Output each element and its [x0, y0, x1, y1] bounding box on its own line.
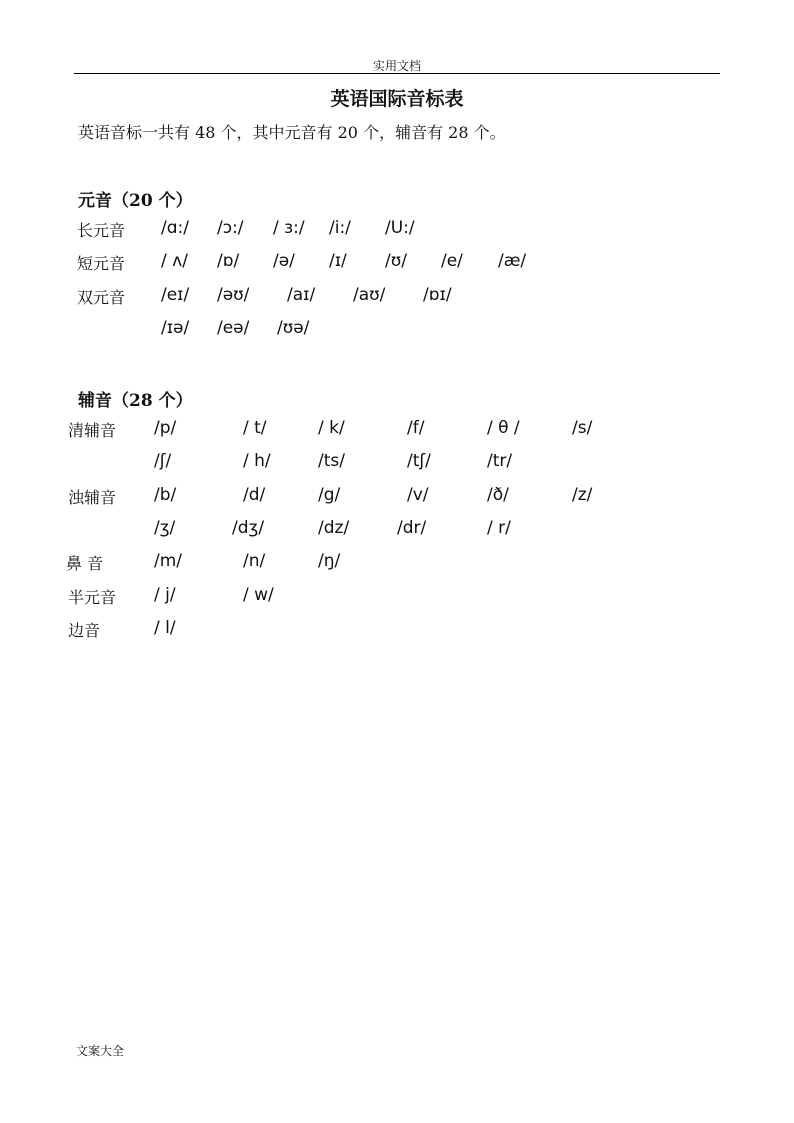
vowel-category-label: 短元音 — [77, 254, 126, 273]
phonetic-symbol: /ɪə/ — [161, 318, 190, 338]
phonetic-symbol: /g/ — [318, 485, 341, 505]
phonetic-symbol: / t/ — [243, 418, 267, 438]
phonetic-symbol: /ʒ/ — [154, 518, 176, 538]
consonant-row — [0, 485, 794, 511]
vowel-row — [0, 318, 794, 344]
consonant-category-label: 清辅音 — [68, 421, 117, 440]
phonetic-symbol: /ð/ — [487, 485, 509, 505]
phonetic-symbol: /ŋ/ — [318, 551, 341, 571]
page-footer: 文案大全 — [76, 1044, 125, 1058]
phonetic-symbol: /aɪ/ — [287, 285, 316, 305]
document-title: 英语国际音标表 — [330, 88, 464, 110]
phonetic-symbol: /z/ — [572, 485, 593, 505]
phonetic-symbol: /ts/ — [318, 451, 345, 471]
phonetic-symbol: /tr/ — [487, 451, 513, 471]
phonetic-symbol: /ɪ/ — [329, 251, 347, 271]
phonetic-symbol: /eɪ/ — [161, 285, 190, 305]
phonetic-symbol: / ɜ:/ — [273, 218, 305, 238]
consonant-category-label: 边音 — [68, 621, 101, 640]
phonetic-symbol: /s/ — [572, 418, 593, 438]
phonetic-symbol: / w/ — [243, 585, 274, 605]
phonetic-symbol: /v/ — [407, 485, 429, 505]
phonetic-symbol: / l/ — [154, 618, 176, 638]
phonetic-symbol: /ɒɪ/ — [423, 285, 452, 305]
header-rule — [74, 73, 720, 74]
phonetic-symbol: /m/ — [154, 551, 183, 571]
intro-paragraph: 英语音标一共有 48 个，其中元音有 20 个，辅音有 28 个。 — [78, 123, 506, 142]
phonetic-symbol: / k/ — [318, 418, 345, 438]
phonetic-symbol: /dr/ — [397, 518, 427, 538]
phonetic-symbol: /ɔ:/ — [217, 218, 244, 238]
phonetic-symbol: /ʊə/ — [277, 318, 310, 338]
phonetic-symbol: /n/ — [243, 551, 266, 571]
consonant-row — [0, 551, 794, 577]
phonetic-symbol: /f/ — [407, 418, 425, 438]
phonetic-symbol: /dʒ/ — [232, 518, 265, 538]
phonetic-symbol: /ɒ/ — [217, 251, 240, 271]
phonetic-symbol: / h/ — [243, 451, 271, 471]
phonetic-symbol: /ɑ:/ — [161, 218, 189, 238]
vowel-row — [0, 285, 794, 311]
phonetic-symbol: / j/ — [154, 585, 176, 605]
phonetic-symbol: /dz/ — [318, 518, 350, 538]
consonant-row — [0, 618, 794, 644]
phonetic-symbol: /əʊ/ — [217, 285, 250, 305]
phonetic-symbol: /ʃ/ — [154, 451, 172, 471]
phonetic-symbol: / ʌ/ — [161, 251, 188, 271]
vowels-heading: 元音（20 个） — [78, 191, 193, 211]
consonant-row — [0, 451, 794, 477]
vowel-row — [0, 218, 794, 244]
vowel-category-label: 长元音 — [77, 221, 126, 240]
vowel-category-label: 双元音 — [77, 288, 126, 307]
consonant-row — [0, 585, 794, 611]
phonetic-symbol: /ʊ/ — [385, 251, 407, 271]
phonetic-symbol: /eə/ — [217, 318, 250, 338]
phonetic-symbol: /æ/ — [498, 251, 527, 271]
phonetic-symbol: /U:/ — [385, 218, 415, 238]
phonetic-symbol: /e/ — [441, 251, 463, 271]
consonant-category-label: 浊辅音 — [68, 488, 117, 507]
phonetic-symbol: /d/ — [243, 485, 266, 505]
phonetic-symbol: / θ / — [487, 418, 520, 438]
phonetic-symbol: /aʊ/ — [353, 285, 386, 305]
phonetic-symbol: /tʃ/ — [407, 451, 431, 471]
phonetic-symbol: / r/ — [487, 518, 511, 538]
consonant-category-label: 半元音 — [68, 588, 117, 607]
consonant-row — [0, 418, 794, 444]
consonant-row — [0, 518, 794, 544]
phonetic-symbol: /i:/ — [329, 218, 351, 238]
phonetic-symbol: /b/ — [154, 485, 177, 505]
phonetic-symbol: /ə/ — [273, 251, 295, 271]
phonetic-symbol: /p/ — [154, 418, 177, 438]
consonant-category-label: 鼻 音 — [66, 554, 104, 573]
vowel-row — [0, 251, 794, 277]
consonants-heading: 辅音（28 个） — [78, 391, 193, 411]
page-header: 实用文档 — [372, 59, 421, 73]
